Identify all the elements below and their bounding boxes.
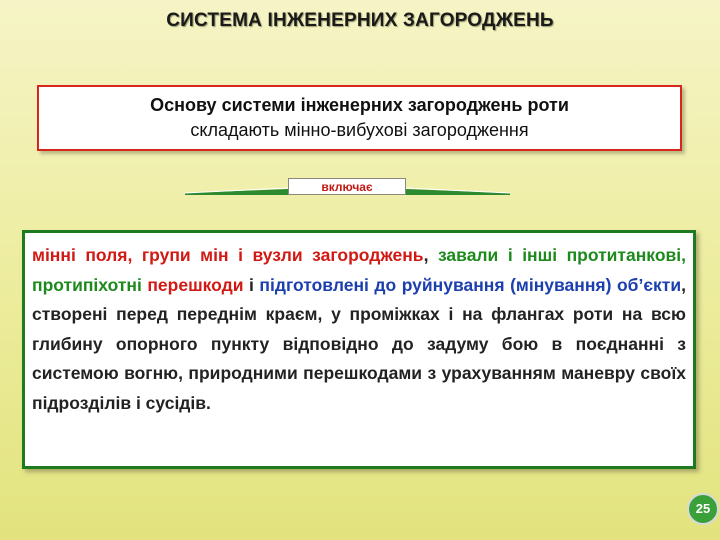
includes-connector	[185, 175, 510, 201]
barriers-text: перешкоди	[147, 274, 244, 295]
mine-fields-text: мінні поля, групи мін і вузли загороджень	[32, 245, 424, 265]
demolition-objects-text: підготовлені до руйнування (мінування) об’єкти	[259, 274, 682, 295]
components-text	[32, 241, 686, 418]
includes-label: включає	[288, 178, 406, 195]
slide-title: СИСТЕМА ІНЖЕНЕРНИХ ЗАГОРОДЖЕНЬ	[166, 10, 554, 31]
separator-comma: ,	[423, 245, 438, 265]
components-box	[22, 230, 696, 469]
definition-line-1: Основу системи інженерних загороджень роти	[150, 95, 569, 115]
conjunction-text: і	[249, 274, 254, 295]
page-number-badge: 25	[687, 493, 719, 525]
definition-box	[37, 85, 682, 151]
deployment-description-text: створені перед переднім краєм, у проміжках і на флангах роти на всю глибину опорного пункту відповідно до задуму бою в поєднанні з системою вогню, природними перешкодами з урахуванням маневру своїх підрозділів і сусідів.	[32, 304, 686, 413]
obstacles-text: завали і інші протитанкові, протипіхотні	[32, 245, 687, 295]
separator-comma-2: ,	[681, 274, 686, 295]
definition-line-2: складають мінно-вибухові загородження	[190, 120, 529, 140]
